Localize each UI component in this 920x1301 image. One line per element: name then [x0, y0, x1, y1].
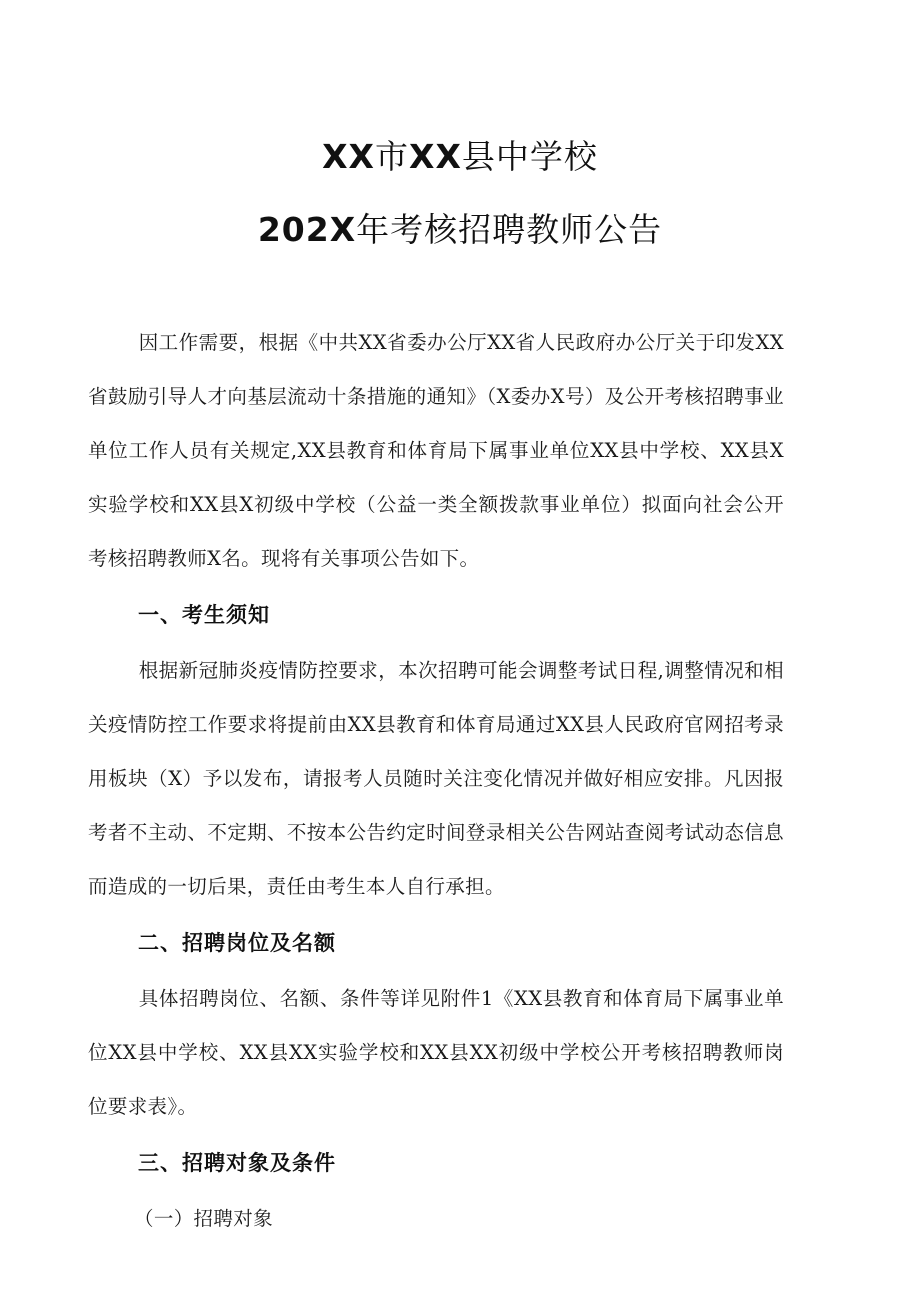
document-title-line-1: XX市XX县中学校	[322, 137, 598, 176]
section-heading-positions: 二、招聘岗位及名额	[138, 931, 336, 955]
subsection-heading-targets: （一）招聘对象	[134, 1207, 273, 1230]
section-heading-eligibility: 三、招聘对象及条件	[138, 1151, 336, 1175]
section-body-positions: 具体招聘岗位、名额、条件等详见附件1《XX县教育和体育局下属事业单位XX县中学校、XX县XX实验学校和XX县XX初级中学校公开考核招聘教师岗位要求表》。	[88, 987, 784, 1118]
intro-paragraph: 因工作需要，根据《中共XX省委办公厅XX省人民政府办公厅关于印发XX省鼓励引导人才向基层流动十条措施的通知》（X委办X号）及公开考核招聘事业单位工作人员有关规定,XX县教育和体育局下属事业单位XX县中学校、XX县X实验学校和XX县X初级中学校（公益一类全额拨款事业单位）拟面向社会公开考核招聘教师X名。现将有关事项公告如下。	[88, 331, 784, 570]
document-title-line-2: 202X年考核招聘教师公告	[257, 210, 663, 249]
section-body-notice: 根据新冠肺炎疫情防控要求，本次招聘可能会调整考试日程,调整情况和相关疫情防控工作要求将提前由XX县教育和体育局通过XX县人民政府官网招考录用板块（X）予以发布，请报考人员随时关注变化情况并做好相应安排。凡因报考者不主动、不定期、不按本公告约定时间登录相关公告网站查阅考试动态信息而造成的一切后果，责任由考生本人自行承担。	[88, 659, 784, 898]
section-heading-notice: 一、考生须知	[138, 603, 270, 627]
